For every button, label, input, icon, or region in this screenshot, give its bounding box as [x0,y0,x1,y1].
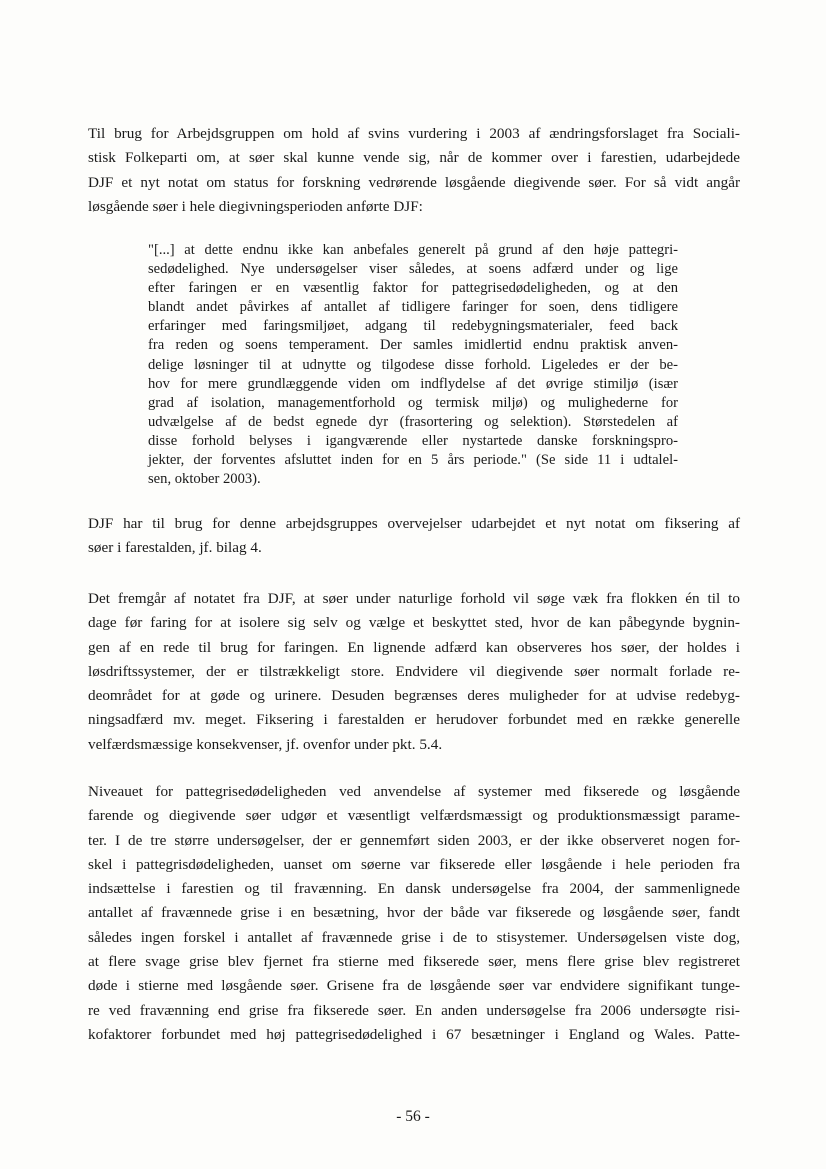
block-quote [148,241,678,489]
text-line: Niveauet for pattegrisedødeligheden ved anvendelse af systemer med fikserede og løsgående [88,783,740,800]
paragraph-mortality [88,780,740,1047]
text-line: DJF et nyt notat om status for forskning vedrørende løsgående diegivende søer. For så vidt angår [88,173,740,191]
paragraph-djf-notat [88,512,740,561]
text-line: dage før faring for at isolere sig selv og vælge et beskyttet sted, hvor de kan påbegynde bygnin- [88,614,740,632]
text-line: at flere svage grise blev fjernet fra stierne med fikserede søer, mens flere grise blev registreret [88,953,740,971]
text-line: DJF har til brug for denne arbejdsgruppes overvejelser udarbejdet et nyt notat om fiksering af [88,515,740,532]
quote-line: udvælgelse af de bedst egnede dyr (frasortering og selektion). Størstedelen af [148,413,678,430]
quote-line: efter faringen er en væsentlig faktor for pattegrisedødeligheden, og at den [148,280,678,297]
text-line: stisk Folkeparti om, at søer skal kunne vende sig, når de kommer over i farestien, udarbejdede [88,149,740,167]
quote-line: sen, oktober 2003). [148,471,261,488]
text-line: antallet af fravænnede grise i en besætning, hvor der både var fikserede og løsgående søer, fandt [88,904,740,922]
page-number: - 56 - [396,1108,430,1125]
paragraph-intro [88,122,740,219]
text-line: skel i pattegrisdødeligheden, uanset om søerne var fikserede eller løsgående i hele perioden fra [88,855,740,873]
quote-line: hov for mere grundlæggende viden om indflydelse af det øvrige stimiljø (især [148,375,678,392]
text-line: kofaktorer forbundet med høj pattegrisedødelighed i 67 besætninger i England og Wales. Patte- [88,1025,740,1043]
text-line: indsættelse i farestien og til fravænning. En dansk undersøgelse fra 2004, der sammenlignede [88,880,740,898]
quote-line: erfaringer med faringsmiljøet, adgang til redebygningsmaterialer, feed back [148,318,678,335]
text-line: velfærdsmæssige konsekvenser, jf. ovenfor under pkt. 5.4. [88,735,443,753]
text-line: farende og diegivende søer udgør et væsentligt velfærdsmæssigt og produktionsmæssigt parame- [88,807,740,825]
paragraph-natural-behaviour [88,587,740,757]
quote-line: blandt andet påvirkes af antallet af tidligere faringer for soen, dens tidligere [148,299,678,316]
quote-line: jekter, der forventes afsluttet inden for en 5 års periode." (Se side 11 i udtalel- [148,452,678,469]
text-line: re ved fravænning end grise fra fikserede søer. En anden undersøgelse fra 2006 undersøgte risi- [88,1001,740,1019]
text-line: Til brug for Arbejdsgruppen om hold af svins vurdering i 2003 af ændringsforslaget fra Sociali- [88,125,740,142]
text-line: ningsadfærd mv. meget. Fiksering i farestalden er herudover forbundet med en række generelle [88,711,740,729]
quote-line: grad af isolation, managementforhold og termisk miljø) og mulighederne for [148,394,678,411]
quote-line: sedødelighed. Nye undersøgelser viser således, at soens adfærd under og lige [148,261,678,278]
text-line: søer i farestalden, jf. bilag 4. [88,539,262,557]
text-line: ter. I de tre større undersøgelser, der er gennemført siden 2003, er der ikke observeret nogen for- [88,831,740,849]
quote-line: disse forhold belyses i igangværende eller nystartede danske forskningspro- [148,432,678,449]
quote-line: delige løsninger til at udnytte og tilgodese disse forhold. Ligeledes er der be- [148,356,678,373]
text-line: således ingen forskel i antallet af fravænnede grise i de to stisystemer. Undersøgelsen viste dog, [88,928,740,946]
quote-line: "[...] at dette endnu ikke kan anbefales generelt på grund af den høje pattegri- [148,242,678,258]
text-line: deområdet for at gøde og urinere. Desuden begrænses deres muligheder for at udvise redebyg- [88,687,740,705]
text-line: Det fremgår af notatet fra DJF, at søer under naturlige forhold vil søge væk fra flokken én til to [88,590,740,607]
text-line: gen af en rede til brug for faringen. En lignende adfærd kan observeres hos søer, der holdes i [88,638,740,656]
text-line: løsdriftssystemer, der er tilstrækkeligt store. Endvidere vil diegivende søer normalt forlade re- [88,662,740,680]
quote-line: fra reden og soens temperament. Der samles imidlertid endnu praktisk anven- [148,337,678,354]
text-line: døde i stierne med løsgående søer. Grisene fra de løsgående søer var endvidere signifikant tunge- [88,977,740,995]
text-line: løsgående søer i hele diegivningsperioden anførte DJF: [88,197,423,215]
